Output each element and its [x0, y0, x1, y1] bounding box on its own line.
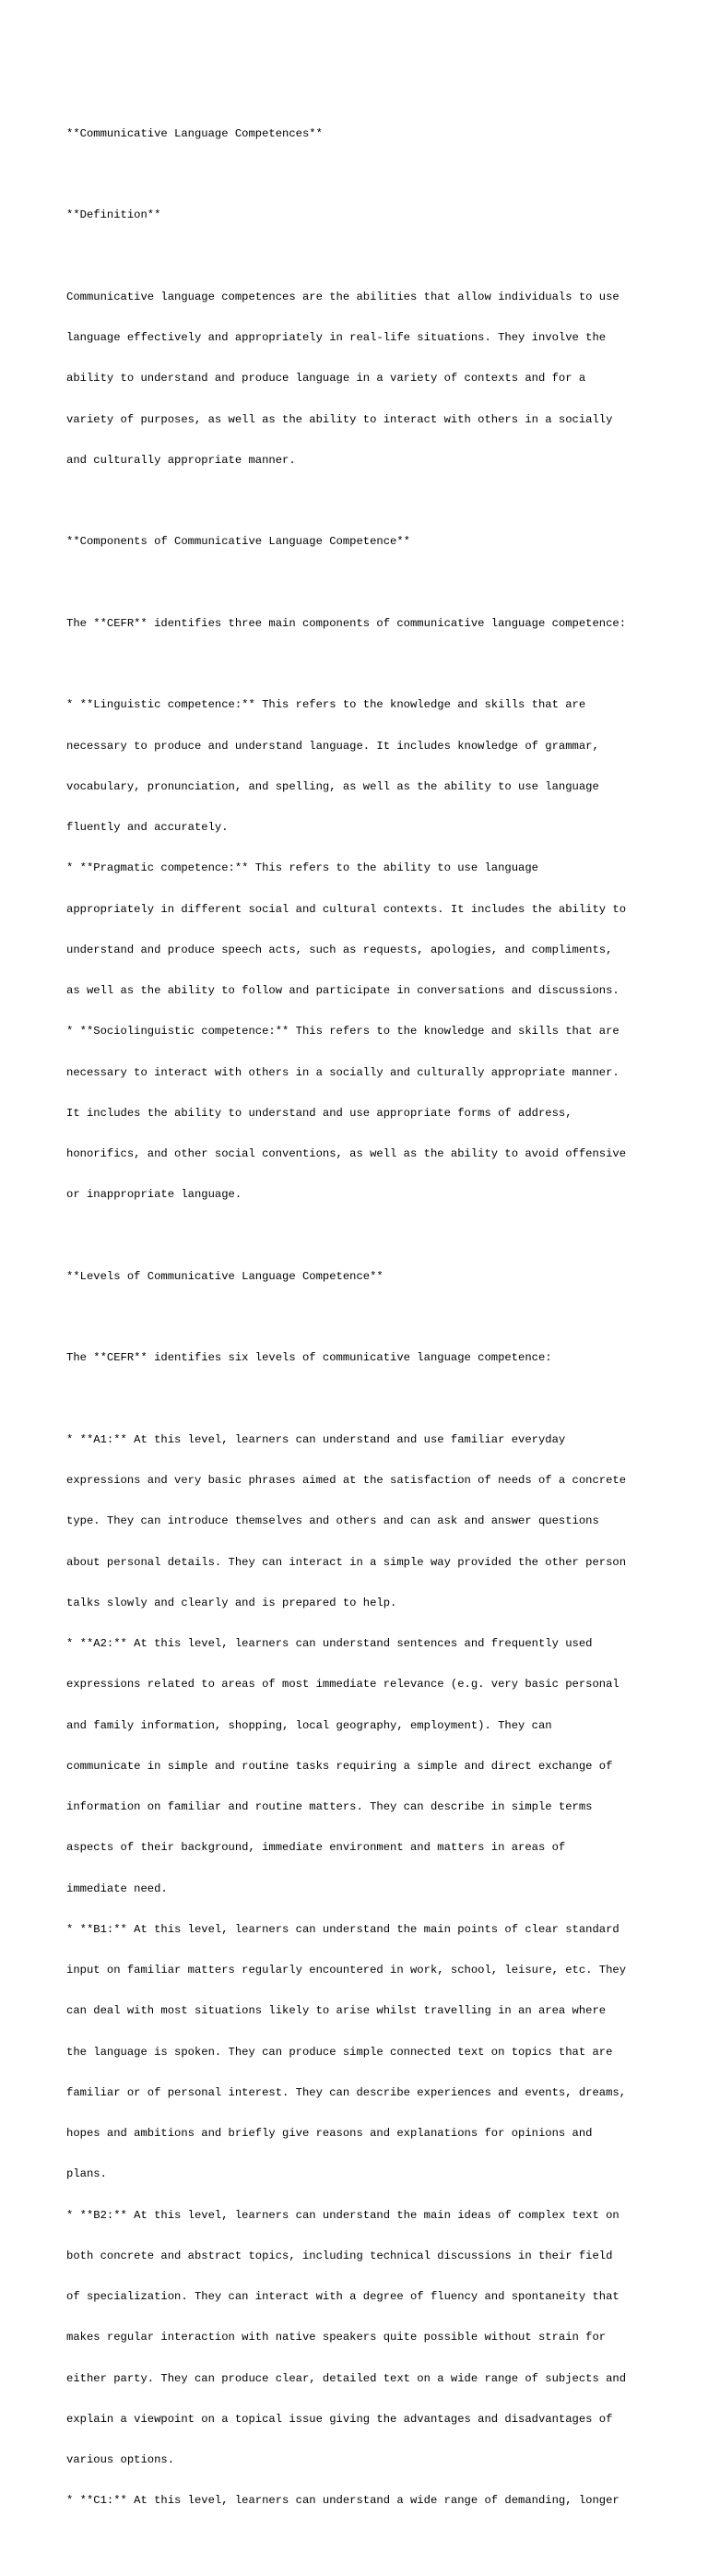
text-line [66, 1229, 693, 1243]
text-line: and culturally appropriate manner. [66, 453, 296, 467]
text-line: honorifics, and other social conventions, as well as the ability to avoid offensive [66, 1147, 627, 1160]
text-line: of specialization. They can interact with a degree of fluency and spontaneity that [66, 2290, 620, 2303]
text-line: talks slowly and clearly and is prepared to help. [66, 1596, 397, 1609]
text-line: fluently and accurately. [66, 821, 229, 834]
list-item-line [66, 2535, 693, 2549]
document-text [66, 59, 693, 2576]
text-line [66, 1393, 693, 1407]
text-line: variety of purposes, as well as the ability to interact with others in a socially [66, 412, 613, 426]
text-line: Communicative language competences are the abilities that allow individuals to use [66, 290, 620, 303]
text-line: necessary to interact with others in a socially and culturally appropriate manner. [66, 1065, 620, 1079]
text-line: communicate in simple and routine tasks requiring a simple and direct exchange of [66, 1759, 613, 1773]
text-line: type. They can introduce themselves and others and can ask and answer questions [66, 1514, 599, 1528]
text-line: about personal details. They can interact in a simple way provided the other person [66, 1555, 627, 1569]
list-item-line: * **A2:** At this level, learners can understand sentences and frequently used [66, 1637, 593, 1650]
text-line: It includes the ability to understand and use appropriate forms of address, [66, 1106, 572, 1120]
text-line [66, 250, 693, 264]
text-line: hopes and ambitions and briefly give reasons and explanations for opinions and [66, 2127, 593, 2140]
text-line: understand and produce speech acts, such as requests, apologies, and compliments, [66, 943, 613, 956]
text-line [66, 576, 693, 590]
text-line: immediate need. [66, 1882, 168, 1895]
list-item-line: * **Pragmatic competence:** This refers to the ability to use language [66, 861, 538, 875]
text-line: explain a viewpoint on a topical issue giving the advantages and disadvantages of [66, 2412, 613, 2426]
text-line: can deal with most situations likely to arise whilst travelling in an area where [66, 2004, 607, 2018]
text-line: or inappropriate language. [66, 1188, 242, 1202]
text-line: * **C1:** At this level, learners can understand a wide range of demanding, longer [66, 2494, 620, 2508]
text-line: vocabulary, pronunciation, and spelling, as well as the ability to use language [66, 779, 599, 793]
text-line: The **CEFR** identifies six levels of communicative language competence: [66, 1351, 552, 1365]
text-line: necessary to produce and understand language. It includes knowledge of grammar, [66, 739, 599, 753]
text-line: as well as the ability to follow and participate in conversations and discussions. [66, 984, 620, 997]
list-item-line: * **A1:** At this level, learners can understand and use familiar everyday [66, 1432, 566, 1446]
text-line: appropriately in different social and cultural contexts. It includes the ability to [66, 902, 627, 916]
text-line: information on familiar and routine matters. They can describe in simple terms [66, 1800, 593, 1813]
text-line: The **CEFR** identifies three main components of communicative language competence: [66, 616, 627, 630]
text-line: expressions and very basic phrases aimed at the satisfaction of needs of a concrete [66, 1474, 627, 1487]
text-line: aspects of their background, immediate environment and matters in areas of [66, 1841, 566, 1855]
text-line: ability to understand and produce language in a variety of contexts and for a [66, 372, 586, 386]
section-heading-definition: **Definition** [66, 208, 161, 222]
section-heading-levels: **Levels of Communicative Language Competence** [66, 1269, 384, 1283]
document-title: **Communicative Language Competences** [66, 126, 323, 140]
text-line [66, 494, 693, 508]
list-item-line: * **Linguistic competence:** This refers to the knowledge and skills that are [66, 698, 586, 712]
text-line: * **B2:** At this level, learners can understand the main ideas of complex text on [66, 2208, 620, 2222]
text-line [66, 168, 693, 182]
list-item-line: * **Sociolinguistic competence:** This refers to the knowledge and skills that are [66, 1025, 620, 1039]
text-line [66, 1311, 693, 1324]
text-line: the language is spoken. They can produce simple connected text on topics that are [66, 2045, 613, 2059]
text-line: language effectively and appropriately in real-life situations. They involve the [66, 331, 607, 344]
text-line: plans. [66, 2167, 107, 2181]
text-line: familiar or of personal interest. They can describe experiences and events, dreams, [66, 2085, 627, 2099]
text-line [66, 87, 693, 101]
text-line: expressions related to areas of most immediate relevance (e.g. very basic personal [66, 1678, 620, 1692]
list-item-line: both concrete and abstract topics, including technical discussions in their field [66, 2249, 613, 2262]
text-line: * **B1:** At this level, learners can understand the main points of clear standard [66, 1922, 620, 1936]
list-item-line: input on familiar matters regularly encountered in work, school, leisure, etc. They [66, 1964, 627, 1977]
text-line: makes regular interaction with native speakers quite possible without strain for [66, 2331, 607, 2345]
text-line: various options. [66, 2453, 175, 2466]
text-line [66, 658, 693, 671]
text-line: and family information, shopping, local geography, employment). They can [66, 1718, 552, 1732]
section-heading-components: **Components of Communicative Language Competence** [66, 535, 410, 549]
text-line: either party. They can produce clear, detailed text on a wide range of subjects and [66, 2371, 627, 2385]
